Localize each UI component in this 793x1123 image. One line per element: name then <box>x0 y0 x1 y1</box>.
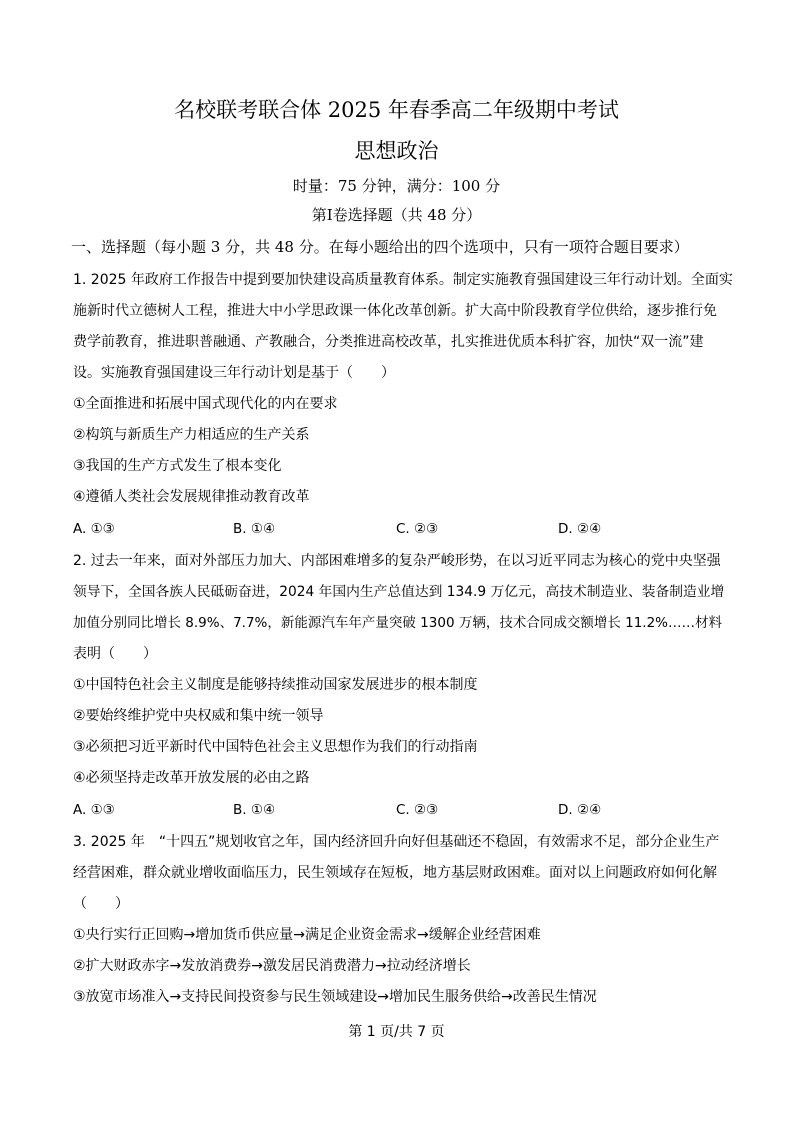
q3-statement-2: ②扩大财政赤字→发放消费券→激发居民消费潜力→拉动经济增长 <box>73 958 471 974</box>
q2-statement-2: ②要始终维护党中央权威和集中统一领导 <box>73 708 324 724</box>
q2-option-d: D. ②④ <box>558 802 602 818</box>
page-number: 第 1 页/共 7 页 <box>348 1024 445 1040</box>
q3-stem-line: 经营困难，群众就业增收面临压力，民生领域存在短板，地方基层财政困难。面对以上问题政府如何化解 <box>73 865 717 881</box>
q2-statement-1: ①中国特色社会主义制度是能够持续推动国家发展进步的根本制度 <box>73 677 478 693</box>
q1-option-b: B. ①④ <box>233 521 276 537</box>
q2-statement-4: ④必须坚持走改革开放发展的必由之路 <box>73 770 310 786</box>
q2-statement-3: ③必须把习近平新时代中国特色社会主义思想作为我们的行动指南 <box>73 739 478 755</box>
subject-title: 思想政治 <box>354 139 439 163</box>
q3-statement-3: ③放宽市场准入→支持民间投资参与民生领域建设→增加民生服务供给→改善民生情况 <box>73 989 597 1005</box>
q2-stem-line: 加值分别同比增长 8.9%、7.7%，新能源汽车年产量突破 1300 万辆，技术合同成交额增长 11.2%……材料 <box>73 615 723 631</box>
volume-heading: 第Ⅰ卷选择题（共 48 分） <box>311 206 482 224</box>
q1-statement-1: ①全面推进和拓展中国式现代化的内在要求 <box>73 396 338 412</box>
q1-stem-line: 施新时代立德树人工程，推进大中小学思政课一体化改革创新。扩大高中阶段教育学位供给，逐步推行免 <box>73 303 717 319</box>
q2-option-c: C. ②③ <box>396 802 439 818</box>
q2-option-b: B. ①④ <box>233 802 276 818</box>
exam-title: 名校联考联合体 2025 年春季高二年级期中考试 <box>174 98 619 122</box>
q3-stem-line: （ ） <box>73 896 129 912</box>
q2-stem-line: 表明（ ） <box>73 646 157 662</box>
q1-option-a: A. ①③ <box>73 521 115 537</box>
q1-option-d: D. ②④ <box>558 521 602 537</box>
q1-statement-2: ②构筑与新质生产力相适应的生产关系 <box>73 427 310 443</box>
section-heading: 一、选择题（每小题 3 分，共 48 分。在每小题给出的四个选项中，只有一项符合题目要求） <box>71 238 689 256</box>
q2-option-a: A. ①③ <box>73 802 115 818</box>
q2-stem-line: 领导下，全国各族人民砥砺奋进，2024 年国内生产总值达到 134.9 万亿元，高技术制造业、装备制造业增 <box>73 584 725 600</box>
q3-stem-line: 3. 2025 年 “十四五”规划收官之年，国内经济回升向好但基础还不稳固，有效需求不足，部分企业生产 <box>73 834 720 850</box>
q1-stem-line: 设。实施教育强国建设三年行动计划是基于（ ） <box>73 365 395 381</box>
q1-option-c: C. ②③ <box>396 521 439 537</box>
time-score-info: 时量：75 分钟，满分：100 分 <box>292 177 501 195</box>
q1-stem-line: 1. 2025 年政府工作报告中提到要加快建设高质量教育体系。制定实施教育强国建设三年行动计划。全面实 <box>73 272 733 288</box>
q2-stem-line: 2. 过去一年来，面对外部压力加大、内部困难增多的复杂严峻形势，在以习近平同志为核心的党中央坚强 <box>73 553 721 569</box>
q1-statement-3: ③我国的生产方式发生了根本变化 <box>73 458 282 474</box>
q3-statement-1: ①央行实行正回购→增加货币供应量→满足企业资金需求→缓解企业经营困难 <box>73 927 541 943</box>
q1-stem-line: 费学前教育，推进职普融通、产教融合，分类推进高校改革，扎实推进优质本科扩容，加快“双一流”建 <box>73 334 704 350</box>
q1-statement-4: ④遵循人类社会发展规律推动教育改革 <box>73 489 310 505</box>
